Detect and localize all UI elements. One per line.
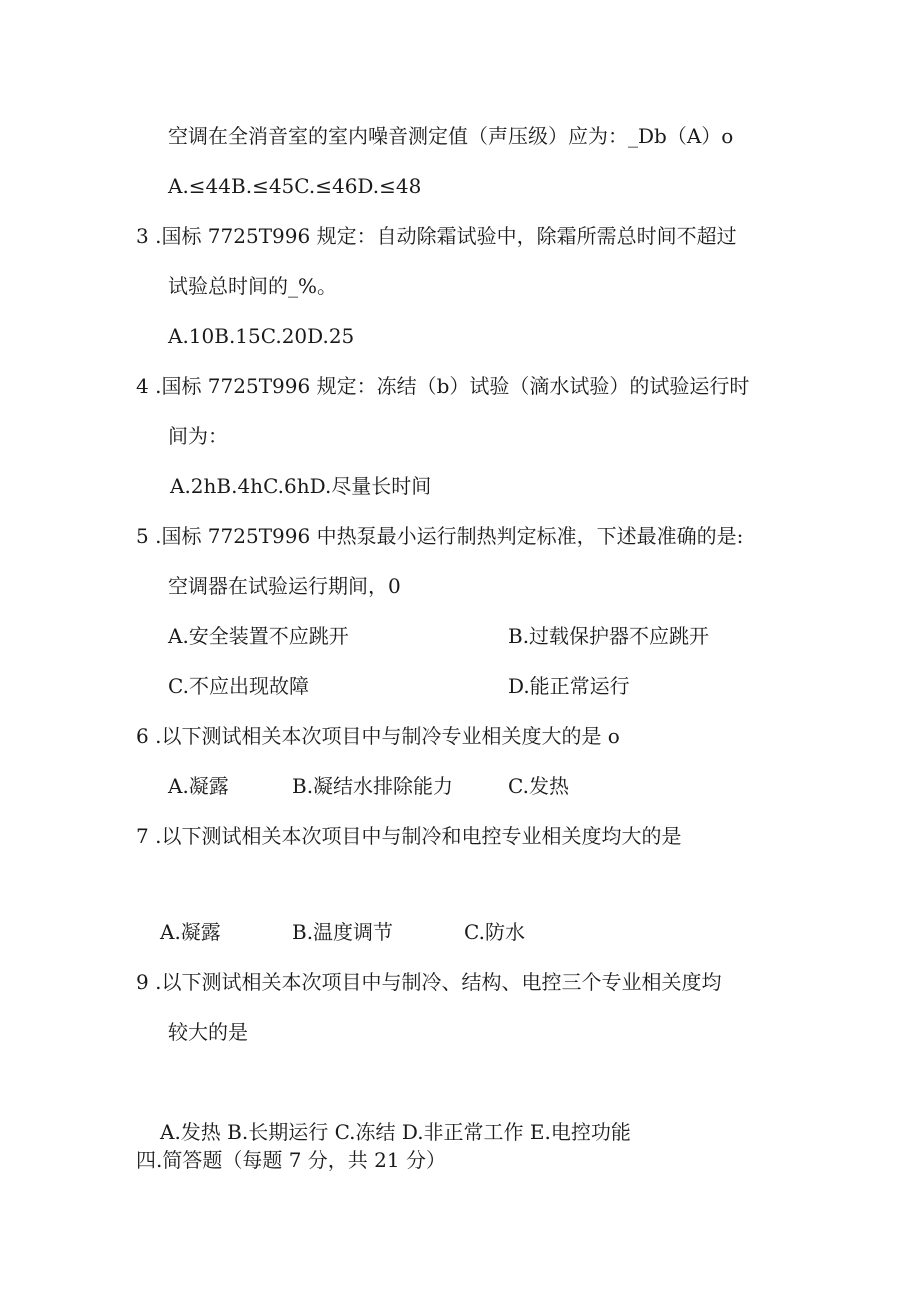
question-7-text: 7 .以下测试相关本次项目中与制冷和电控专业相关度均大的是 xyxy=(136,824,682,848)
question-9-text: 9 .以下测试相关本次项目中与制冷、结构、电控三个专业相关度均 xyxy=(136,970,722,994)
question-6-text: 6 .以下测试相关本次项目中与制冷专业相关度大的是 o xyxy=(136,724,620,748)
question-3-text: 3 .国标 7725T996 规定：自动除霜试验中，除霜所需总时间不超过 xyxy=(136,224,737,248)
question-4-options: A.2hB.4hC.6hD.尽量长时间 xyxy=(170,474,432,498)
question-4-text-continued: 间为： xyxy=(168,424,228,448)
question-5-option-a: A.安全装置不应跳开 xyxy=(168,624,349,648)
question-6-option-c: C.发热 xyxy=(508,774,569,798)
section-4-heading: 四.简答题（每题 7 分，共 21 分） xyxy=(136,1148,446,1172)
question-9-options: A.发热 B.长期运行 C.冻结 D.非正常工作 E.电控功能 xyxy=(160,1120,631,1144)
question-5-option-b: B.过载保护器不应跳开 xyxy=(508,624,710,648)
question-7-option-c: C.防水 xyxy=(464,920,525,944)
question-5-option-d: D.能正常运行 xyxy=(508,674,630,698)
question-3-text-continued: 试验总时间的_%。 xyxy=(168,274,338,298)
question-6-option-b: B.凝结水排除能力 xyxy=(292,774,454,798)
question-9-text-continued: 较大的是 xyxy=(168,1020,248,1044)
question-6-option-a: A.凝露 xyxy=(168,774,229,798)
question-5-text-continued: 空调器在试验运行期间，0 xyxy=(168,574,401,598)
question-7-option-a: A.凝露 xyxy=(160,920,221,944)
question-5-option-c: C.不应出现故障 xyxy=(168,674,309,698)
question-2-text: 空调在全消音室的室内噪音测定值（声压级）应为：_Db（A）o xyxy=(168,124,734,148)
question-7-option-b: B.温度调节 xyxy=(292,920,394,944)
question-5-text: 5 .国标 7725T996 中热泵最小运行制热判定标准，下述最准确的是: xyxy=(136,524,744,548)
question-2-options: A.≤44B.≤45C.≤46D.≤48 xyxy=(168,174,422,198)
question-4-text: 4 .国标 7725T996 规定：冻结（b）试验（滴水试验）的试验运行时 xyxy=(136,374,750,398)
question-3-options: A.10B.15C.20D.25 xyxy=(168,324,355,348)
